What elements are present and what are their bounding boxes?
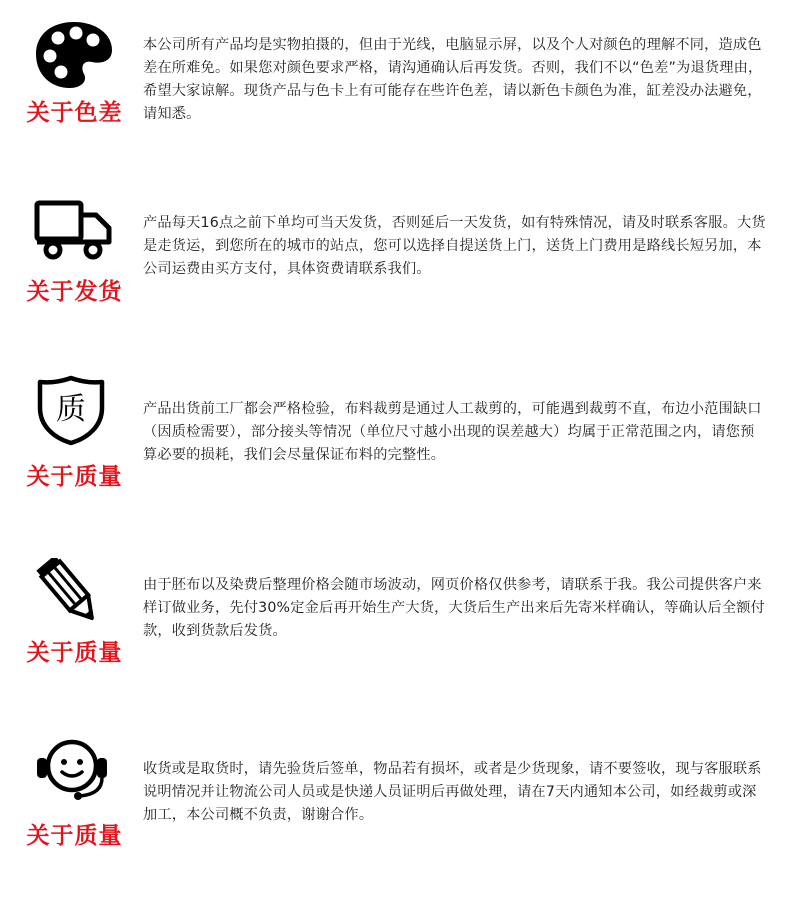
section-heading: 关于质量: [26, 640, 123, 666]
section-heading: 关于发货: [26, 279, 123, 305]
quality-shield-label: 质: [56, 392, 86, 427]
pencil-icon: [34, 558, 124, 633]
section-body-text: 收货或是取货时，请先验货后签单，物品若有损坏，或者是少货现象，请不要签收，现与客服联系说明情况并让物流公司人员或是快递人员证明后再做处理，请在7天内通知本公司，如经裁剪或深加工，本公司概不负责，谢谢合作。: [143, 761, 762, 823]
section-heading: 关于色差: [26, 100, 123, 126]
section-heading: 关于质量: [26, 464, 123, 490]
section-body-text: 由于胚布以及染费后整理价格会随市场波动，网页价格仅供参考，请联系于我。我公司提供客户来样订做业务，先付30%定金后再开始生产大货，大货后生产出来后先寄米样确认，等确认后全额付款，收到货款后发货。: [143, 577, 766, 639]
palette-icon: [34, 18, 124, 93]
delivery-truck-icon: [34, 198, 124, 273]
quality-shield-icon: [36, 374, 126, 449]
customer-service-icon: [34, 734, 124, 809]
section-heading: 关于质量: [26, 823, 123, 849]
section-body-text: 产品出货前工厂都会严格检验，布料裁剪是通过人工裁剪的，可能遇到裁剪不直，布边小范围缺口（因质检需要），部分接头等情况（单位尺寸越小出现的误差越大）均属于正常范围之内，请您预算必要的损耗，我们会尽量保证布料的完整性。: [143, 401, 762, 463]
section-body-text: 产品每天16点之前下单均可当天发货，否则延后一天发货，如有特殊情况，请及时联系客服。大货是走货运，到您所在的城市的站点，您可以选择自提送货上门，送货上门费用是路线长短另加，本公司运费由买方支付，具体资费请联系我们。: [143, 215, 766, 277]
section-body-text: 本公司所有产品均是实物拍摄的，但由于光线，电脑显示屏，以及个人对颜色的理解不同，造成色差在所难免。如果您对颜色要求严格，请沟通确认后再发货。否则，我们不以“色差”为退货理由，希望大家谅解。现货产品与色卡上有可能存在些许色差，请以新色卡颜色为准，缸差没办法避免，请知悉。: [143, 37, 763, 122]
